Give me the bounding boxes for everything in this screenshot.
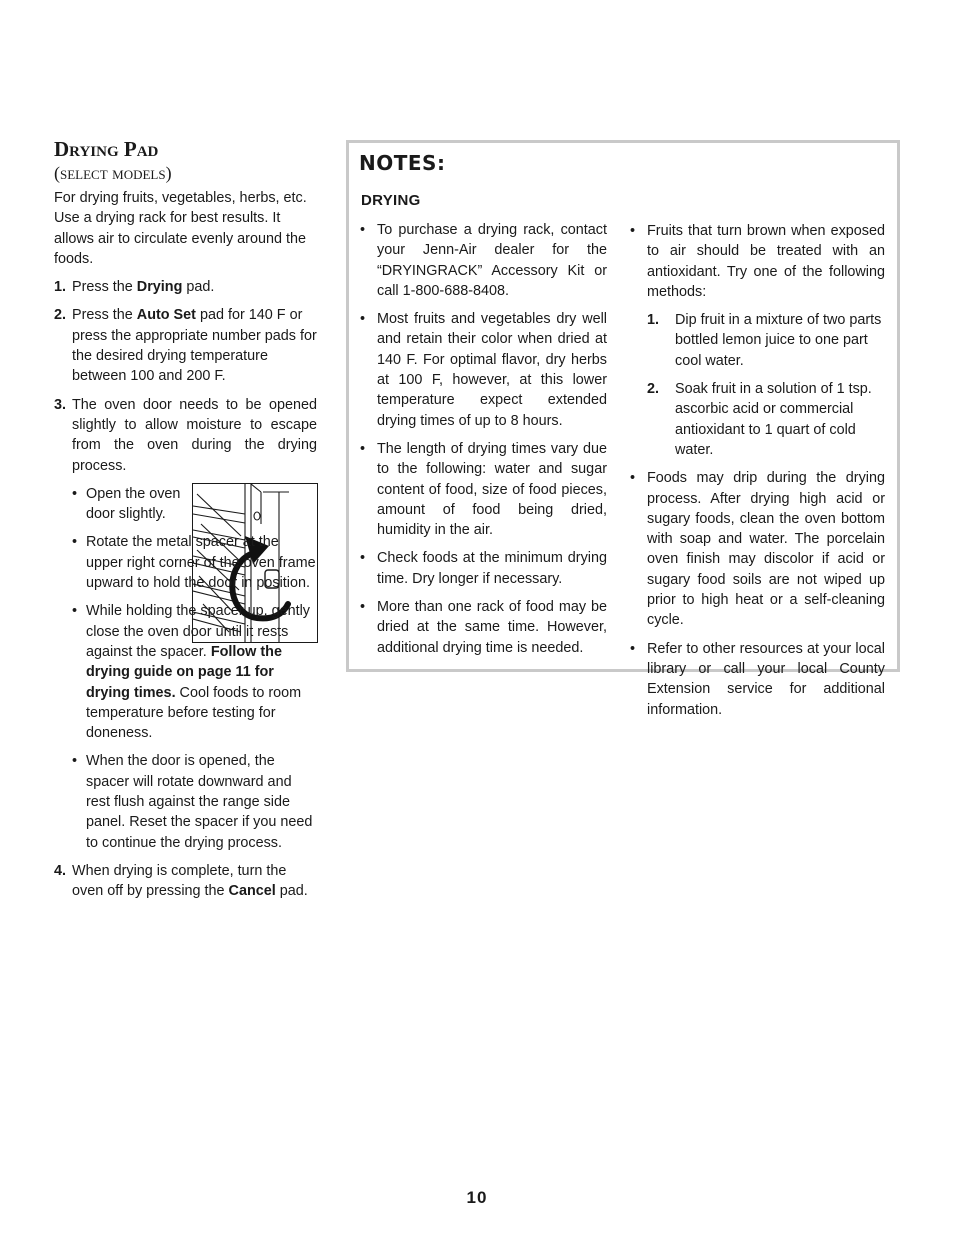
method-number: 1. <box>647 312 660 329</box>
substep-text: While holding the spacer up, gently close the oven door until it rests against the spacer. <box>86 603 310 660</box>
note-item: • To purchase a drying rack, contact your Jenn-Air dealer for the “DRYINGRACK” Accessory Kit or call 1-800-688-8408. <box>359 220 607 301</box>
notes-list <box>359 220 607 658</box>
note-item: • Most fruits and vegetables dry well and retain their color when dried at 140 F. For optimal flavor, dry herbs at 100 F, however, at this lower temperature expect extended drying times of up to 8 hours. <box>359 309 607 431</box>
intro-paragraph: For drying fruits, vegetables, herbs, etc. Use a drying rack for best results. It allows air to circulate evenly around the foods. <box>54 190 307 267</box>
step-3 <box>54 395 317 853</box>
step-text: Press the <box>72 279 137 296</box>
step-text: The oven door needs to be opened slightly to allow moisture to escape from the oven during the drying process. <box>72 396 317 474</box>
substeps-list <box>72 484 317 853</box>
page-number: 10 <box>466 1188 488 1207</box>
step-number: 3. <box>54 396 67 413</box>
substep-text: Rotate the metal spacer at the upper right corner of the oven frame upward to hold the door in position. <box>86 534 316 592</box>
note-item-fruits <box>629 221 885 302</box>
step-2 <box>54 305 317 386</box>
step-emphasis: Cancel <box>228 883 276 900</box>
step-text: pad for 140 F or press the appropriate number pads for the desired drying temperature between 100 and 200 F. <box>72 307 317 385</box>
substep-text: Cool foods to room temperature before testing for doneness. <box>86 684 302 742</box>
method-text: Dip fruit in a mixture of two parts bottled lemon juice to one part cool water. <box>675 312 882 369</box>
method-item <box>629 310 885 371</box>
step-text: pad. <box>275 883 308 900</box>
antioxidant-methods <box>629 310 885 460</box>
step-1 <box>54 277 317 297</box>
substep-hold-spacer <box>72 601 317 743</box>
substep-emphasis: Follow the drying guide on page 11 for drying times. <box>86 643 282 701</box>
section-subtitle: (select models) <box>54 163 172 183</box>
step-4 <box>54 861 317 902</box>
method-item <box>629 379 885 460</box>
notes-box <box>346 140 900 718</box>
step-number: 2. <box>54 307 67 324</box>
note-text: Fruits that turn brown when exposed to air should be treated with an antioxidant. Try one of the following methods: <box>647 223 885 300</box>
notes-title: NOTES: <box>359 151 446 175</box>
notes-column-1 <box>359 220 607 666</box>
note-item: • The length of drying times vary due to the following: water and sugar content of food, size of food pieces, amount of food being dried, humidity in the air. <box>359 439 607 540</box>
method-number: 2. <box>647 381 660 398</box>
notes-subtitle: DRYING <box>361 192 421 209</box>
note-item: • More than one rack of food may be dried at the same time. However, additional drying time is needed. <box>359 597 607 658</box>
substep-open-door <box>72 484 317 525</box>
note-item: • Check foods at the minimum drying time. Dry longer if necessary. <box>359 548 607 589</box>
step-text: When drying is complete, turn the oven off by pressing the <box>72 862 287 900</box>
step-emphasis: Drying <box>136 279 183 296</box>
notes-list <box>629 468 885 720</box>
notes-column-2 <box>629 221 885 728</box>
drying-pad-section <box>54 137 317 910</box>
notes-list <box>629 221 885 302</box>
substep-text: When the door is opened, the spacer will rotate downward and rest flush against the range side panel. Reset the spacer if you need to continue the drying process. <box>86 753 313 851</box>
step-text: pad. <box>182 279 215 296</box>
method-text: Soak fruit in a solution of 1 tsp. ascorbic acid or commercial antioxidant to 1 quart of cold water. <box>675 381 872 458</box>
substep-text: • Open the oven door slightly. <box>86 485 181 523</box>
note-item-refer: • Refer to other resources at your local library or call your local County Extension service for additional information. <box>629 639 885 720</box>
step-emphasis: Auto Set <box>136 307 196 324</box>
step-number: 4. <box>54 862 67 879</box>
substep-door-opened <box>72 751 317 852</box>
section-title: Drying Pad <box>54 137 159 161</box>
substep-rotate-spacer <box>72 532 317 593</box>
note-item-foods: • Foods may drip during the drying process. After drying high acid or sugary foods, clean the oven bottom with soap and water. The porcelain oven finish may discolor if acid or sugary food soils are not wiped up prior to high heat or a self-cleaning cycle. <box>629 468 885 630</box>
steps-list <box>54 277 317 901</box>
step-text: Press the <box>72 307 137 324</box>
step-number: 1. <box>54 279 67 296</box>
